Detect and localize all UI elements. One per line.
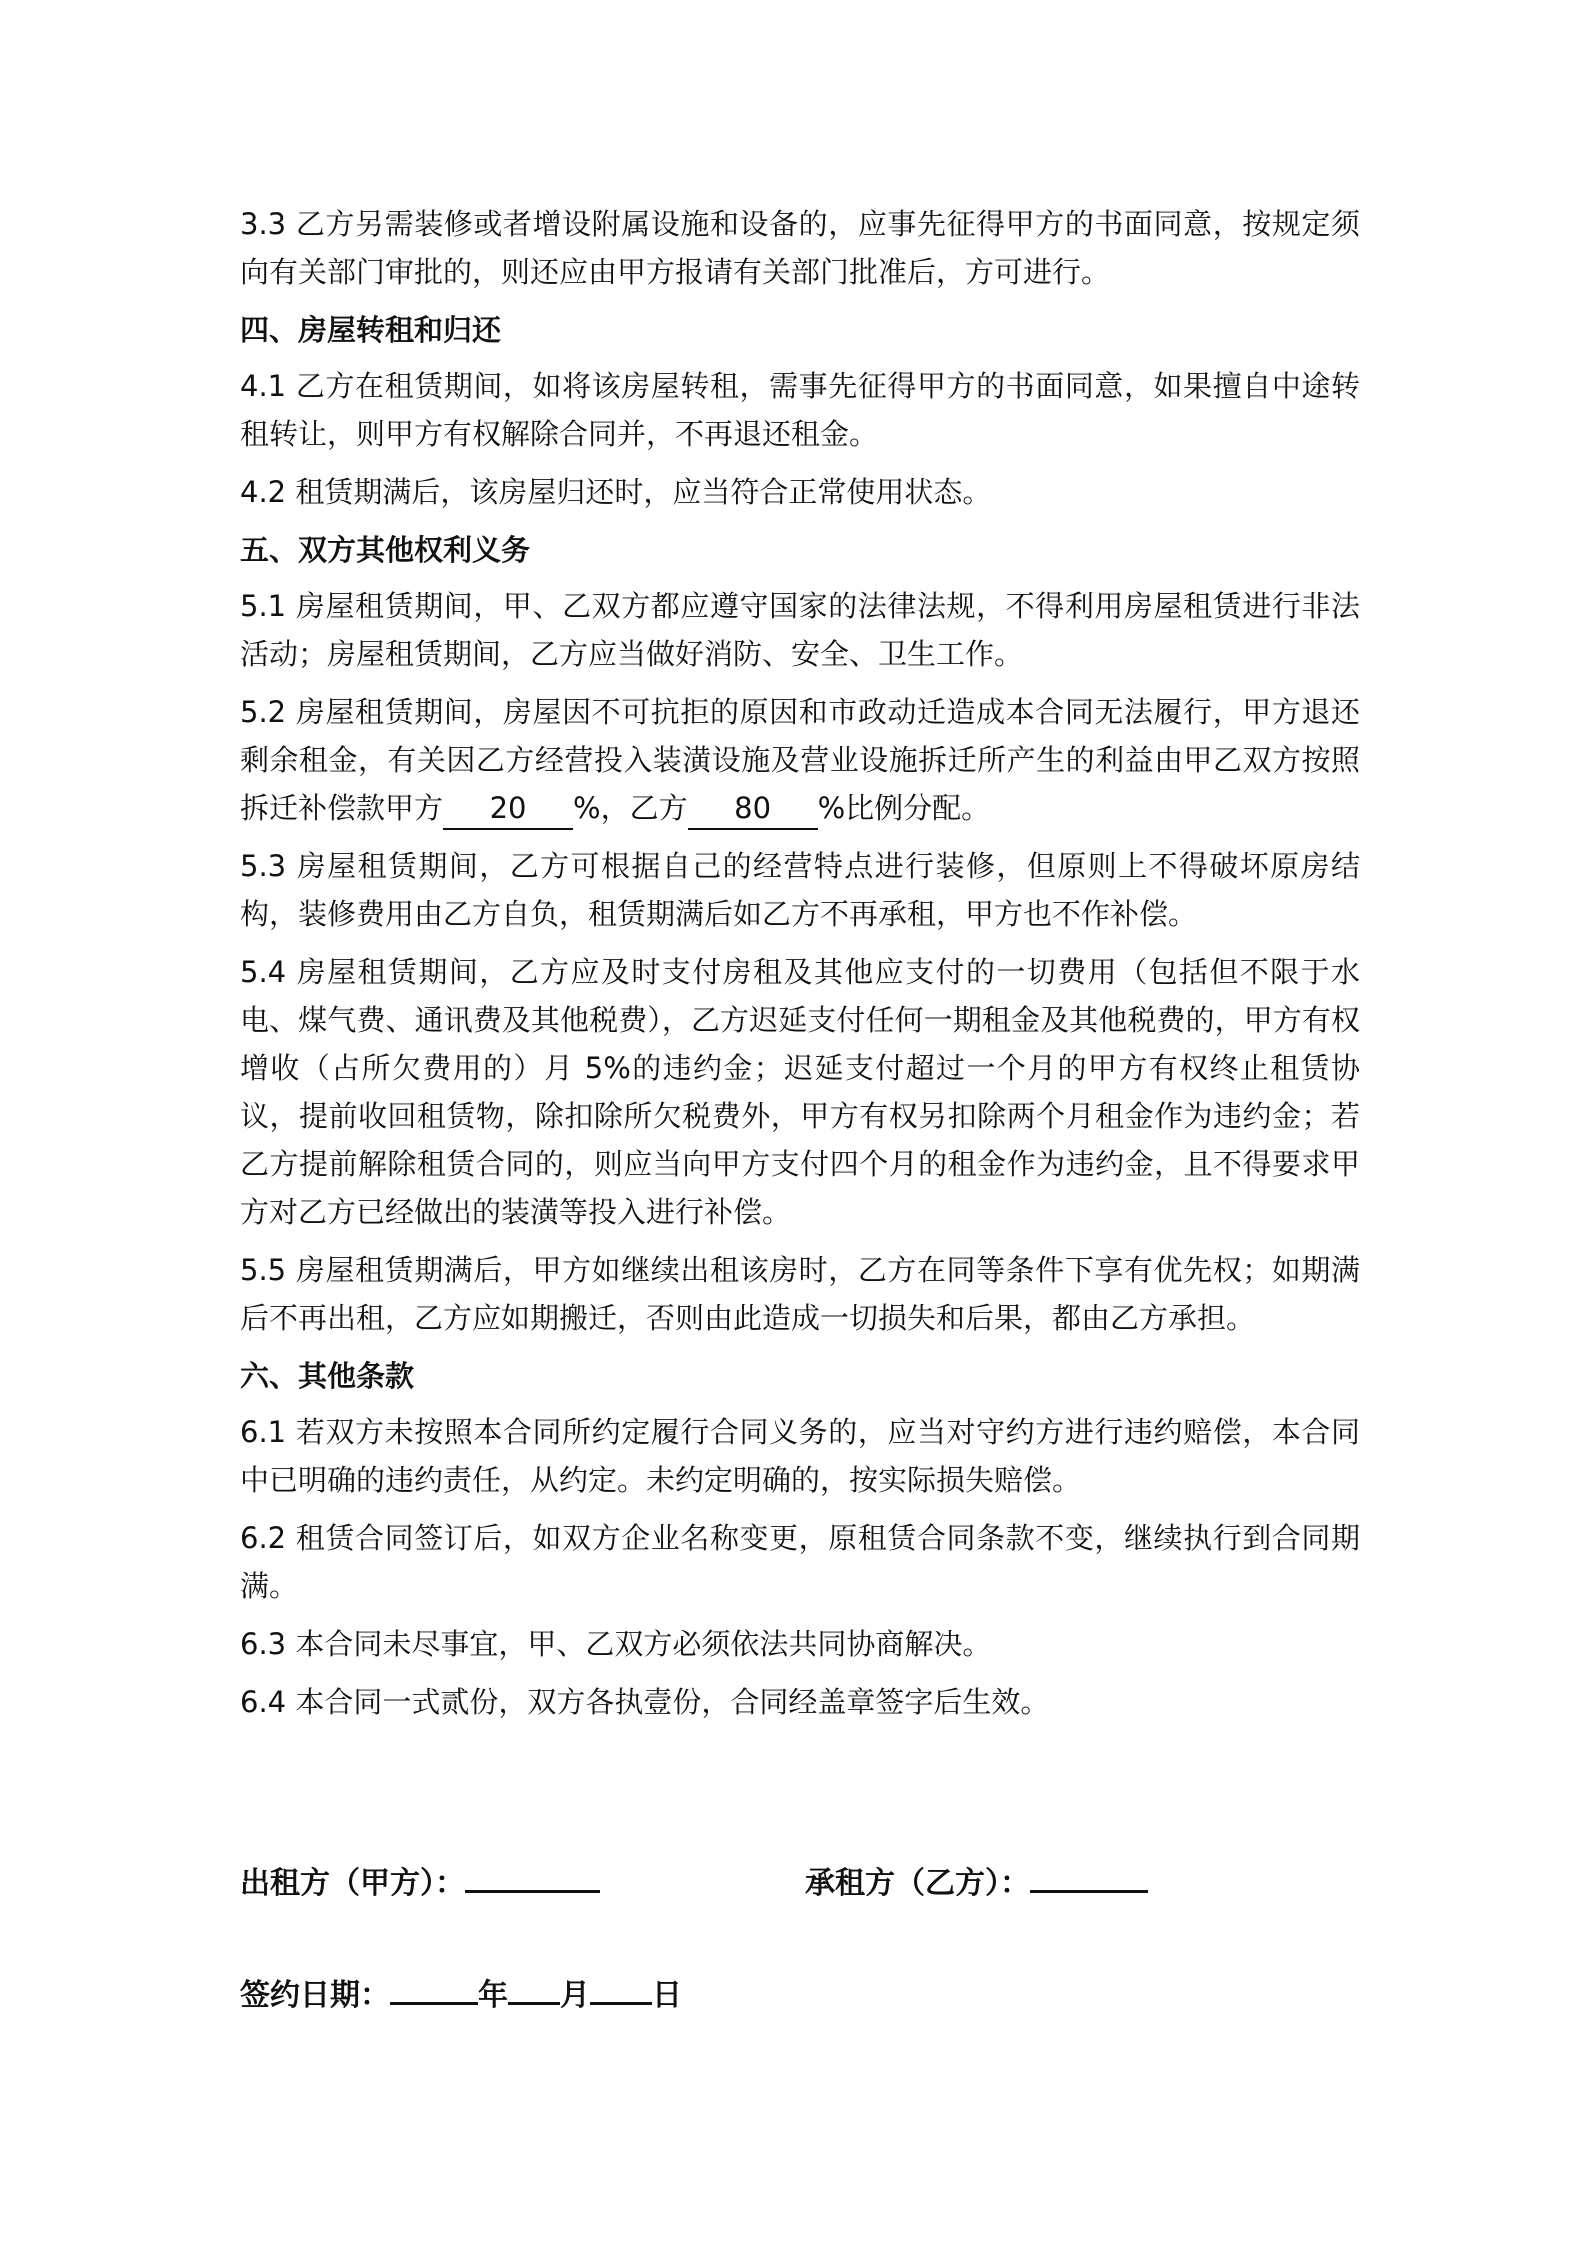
clause-5-3: 5.3 房屋租赁期间，乙方可根据自己的经营特点进行装修，但原则上不得破坏原房结构，装修费用由乙方自负，租赁期满后如乙方不再承租，甲方也不作补偿。 — [240, 849, 1360, 931]
lessee-signature-line[interactable] — [1030, 1860, 1148, 1893]
month-line[interactable] — [508, 1972, 560, 2005]
lessor-label: 出租方（甲方）： — [240, 1866, 465, 1901]
clause-5-2-end: %比例分配。 — [817, 791, 991, 825]
lessor-signature-line[interactable] — [465, 1860, 600, 1893]
clause-5-2-text: 5.2 房屋租赁期间，房屋因不可抗拒的原因和市政动迁造成本合同无法履行，甲方退还剩余租金，有关因乙方经营投入装潢设施及营业设施拆迁所产生的利益由甲乙双方按照拆迁补偿款甲方 — [240, 695, 1360, 825]
clause-6-2: 6.2 租赁合同签订后，如双方企业名称变更，原租赁合同条款不变，继续执行到合同期满。 — [240, 1521, 1360, 1603]
clause-5-4: 5.4 房屋租赁期间，乙方应及时支付房租及其他应支付的一切费用（包括但不限于水电、煤气费、通讯费及其他税费），乙方迟延支付任何一期租金及其他税费的，甲方有权增收（占所欠费用的）月 5%的违约金；迟延支付超过一个月的甲方有权终止租赁协议，提前收回租赁物，除扣除所欠税费外，甲方有权另扣除两个月租金作为违约金；若乙方提前解除租赁合同的，则应当向甲方支付四个月的租金作为违约金，且不得要求甲方对乙方已经做出的装潢等投入进行补偿。 — [240, 955, 1360, 1229]
day-line[interactable] — [590, 1972, 652, 2005]
party-a-percentage: 20 — [443, 788, 573, 830]
lessee-label: 承租方（乙方）： — [805, 1866, 1030, 1901]
section-heading-6: 六、其他条款 — [240, 1359, 415, 1393]
clause-5-2 — [240, 688, 1360, 832]
section-heading-4: 四、房屋转租和归还 — [240, 313, 502, 347]
clause-5-1: 5.1 房屋租赁期间，甲、乙双方都应遵守国家的法律法规，不得利用房屋租赁进行非法活动；房屋租赁期间，乙方应当做好消防、安全、卫生工作。 — [240, 589, 1360, 671]
month-label: 月 — [560, 1978, 590, 2013]
clause-4-2: 4.2 租赁期满后，该房屋归还时，应当符合正常使用状态。 — [240, 475, 992, 509]
clause-6-3: 6.3 本合同未尽事宜，甲、乙双方必须依法共同协商解决。 — [240, 1627, 992, 1661]
clause-4-1: 4.1 乙方在租赁期间，如将该房屋转租，需事先征得甲方的书面同意，如果擅自中途转租转让，则甲方有权解除合同并，不再退还租金。 — [240, 369, 1360, 451]
contract-page — [240, 200, 1360, 1736]
clause-5-5: 5.5 房屋租赁期满后，甲方如继续出租该房时，乙方在同等条件下享有优先权；如期满后不再出租，乙方应如期搬迁，否则由此造成一切损失和后果，都由乙方承担。 — [240, 1253, 1360, 1335]
clause-3-3: 3.3 乙方另需装修或者增设附属设施和设备的，应事先征得甲方的书面同意，按规定须向有关部门审批的，则还应由甲方报请有关部门批准后，方可进行。 — [240, 207, 1360, 289]
clause-6-4: 6.4 本合同一式贰份，双方各执壹份，合同经盖章签字后生效。 — [240, 1685, 1050, 1719]
lessee-signature — [805, 1858, 1148, 1902]
day-label: 日 — [652, 1978, 682, 2013]
clause-5-2-mid: %，乙方 — [573, 791, 688, 825]
section-heading-5: 五、双方其他权利义务 — [240, 533, 531, 567]
date-label: 签约日期： — [240, 1978, 390, 2013]
year-label: 年 — [478, 1978, 508, 2013]
signing-date — [240, 1970, 682, 2014]
clause-6-1: 6.1 若双方未按照本合同所约定履行合同义务的，应当对守约方进行违约赔偿，本合同中已明确的违约责任，从约定。未约定明确的，按实际损失赔偿。 — [240, 1415, 1360, 1497]
year-line[interactable] — [390, 1972, 478, 2005]
party-b-percentage: 80 — [688, 788, 818, 830]
lessor-signature — [240, 1858, 600, 1902]
